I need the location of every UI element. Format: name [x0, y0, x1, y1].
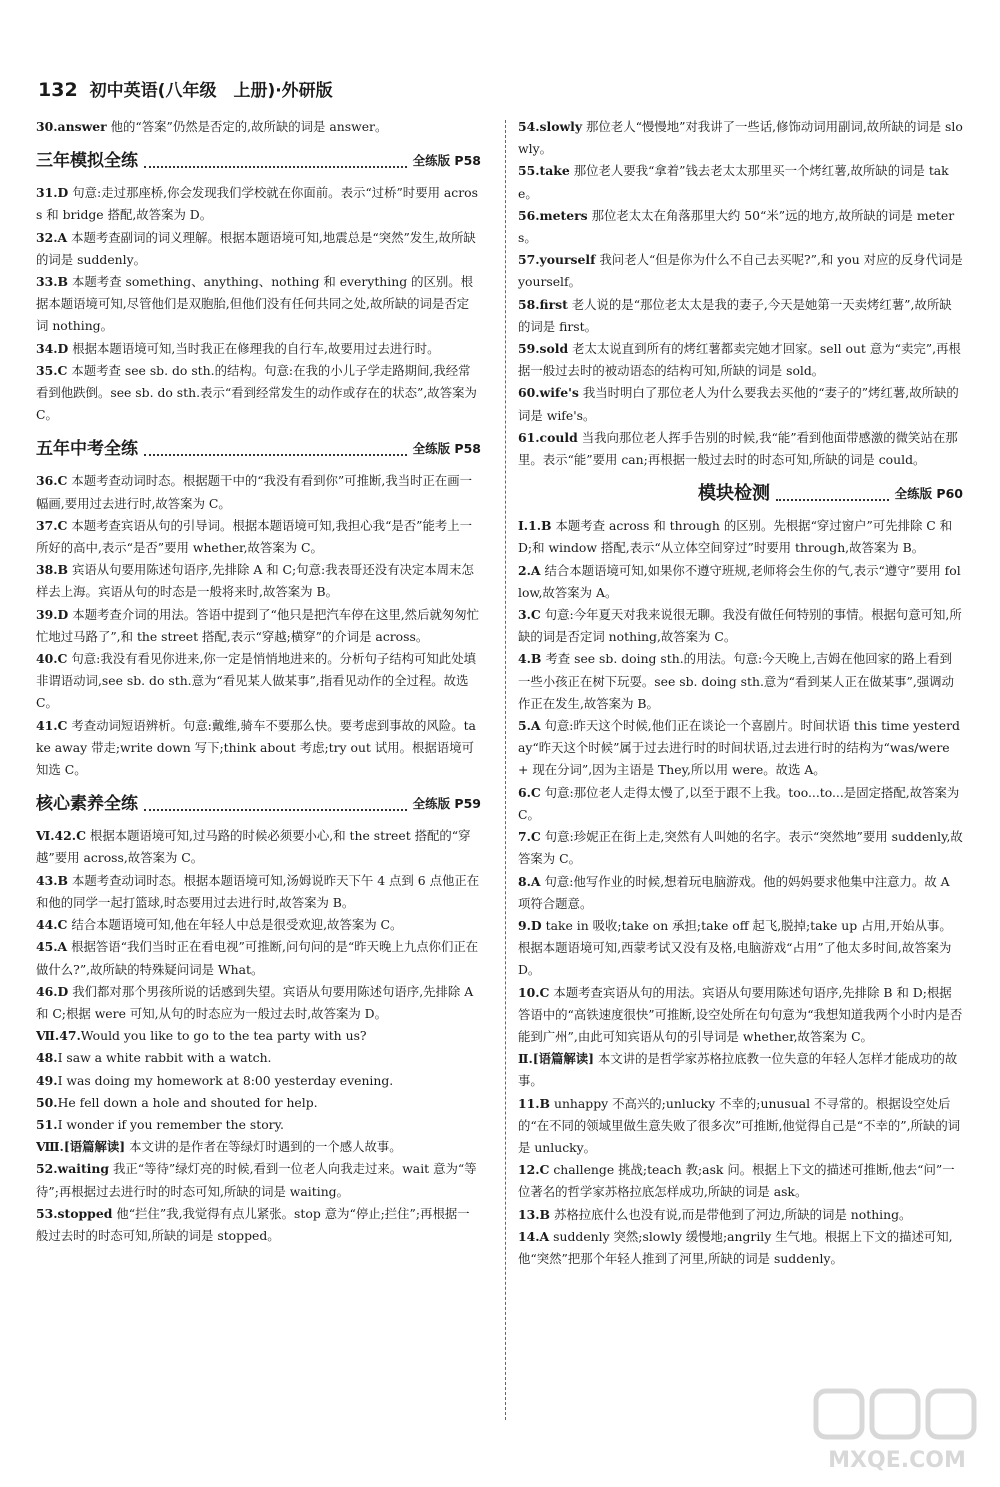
page-header [38, 76, 968, 112]
answer-label: 57.yourself [518, 252, 596, 268]
section-title: 五年中考全练 [36, 439, 138, 460]
answer-label: Ⅷ.[语篇解读] [36, 1139, 126, 1155]
answer-text: 本文讲的是作者在等绿灯时遇到的一个感人故事。 [125, 1139, 402, 1155]
answer-text: 那位老人“慢慢地”对我讲了一些话,修饰动词用副词,故所缺的词是 slowly。 [518, 119, 963, 157]
answer-item [36, 1047, 481, 1069]
answer-label: 51. [36, 1116, 58, 1132]
answer-text: 那位老太太在角落那里大约 50“米”远的地方,故所缺的词是 meters。 [518, 207, 955, 246]
answer-label: Ⅵ.42.C [36, 828, 86, 844]
answer-item [36, 1025, 481, 1047]
answer-label: 35.C [36, 362, 68, 378]
answer-text: 本题考查 across 和 through 的区别。先根据“穿过窗户”可先排除 C 和 D;和 window 搭配,表示“从立体空间穿过”时要用 through,故答案为 B。 [518, 518, 953, 556]
answer-text: suddenly 突然;slowly 缓慢地;angrily 生气地。根据上下文的描述可知,他“突然”把那个年轻人推到了河里,所缺的词是 suddenly。 [518, 1228, 953, 1266]
answer-label: 14.A [518, 1228, 550, 1244]
answer-label: 12.C [518, 1162, 550, 1178]
column-divider [505, 120, 506, 1420]
answer-text: I wonder if you remember the story. [57, 1116, 284, 1132]
answer-item [518, 826, 963, 870]
answer-item [36, 648, 481, 715]
answer-label: 52.waiting [36, 1161, 110, 1177]
answer-item [36, 360, 481, 427]
answer-label: Ⅱ.[语篇解读] [518, 1051, 595, 1067]
answer-text: 根据本题语境可知,当时我正在修理我的自行车,故要用过去进行时。 [68, 340, 440, 356]
answer-text: 他的“答案”仍然是否定的,故所缺的词是 answer。 [106, 119, 388, 134]
answer-item [36, 1203, 481, 1247]
section-title: 模块检测 [698, 483, 770, 505]
answer-text: 我当时明白了那位老人为什么要我去买他的“妻子的”烤红薯,故所缺的词是 wife's。 [518, 385, 959, 423]
answer-item [36, 271, 481, 338]
answer-text: 当我向那位老人挥手告别的时候,我“能”看到他面带感激的微笑站在那里。表示“能”要用 can;再根据一般过去时的时态可知,所缺的词是 could。 [518, 429, 958, 468]
answer-text: 句意:珍妮正在街上走,突然有人叫她的名字。表示“突然地”要用 suddenly,故答案为 C。 [518, 829, 963, 867]
watermark-text: MXQE.COM [828, 1448, 966, 1473]
answer-text: I was doing my homework at 8:00 yesterday evening. [57, 1072, 394, 1088]
answer-item [36, 116, 481, 138]
answer-item [518, 294, 963, 338]
section-leader-dots [144, 154, 407, 168]
answer-text: 苏格拉底什么也没有说,而是带他到了河边,所缺的词是 nothing。 [550, 1206, 912, 1222]
left-column [36, 116, 481, 1247]
answer-text: 根据本题语境可知,过马路的时候必须要小心,和 the street 搭配的“穿越”要用 across,故答案为 C。 [36, 828, 471, 866]
answer-item [518, 715, 963, 782]
answer-text: 宾语从句要用陈述句语序,先排除 A 和 C;句意:我表哥还没有决定本周末怎样去上海。宾语从句的时态是一般将来时,故答案为 B。 [36, 562, 474, 600]
answer-text: 根据答语“我们当时正在看电视”可推断,问句问的是“昨天晚上九点你们正在做什么?”,故所缺的特殊疑问词是 What。 [36, 939, 479, 977]
answer-label: 3.C [518, 607, 541, 623]
answer-item [518, 249, 963, 293]
answer-item [518, 427, 963, 471]
answer-label: 10.C [518, 984, 550, 1000]
answer-text: challenge 挑战;teach 教;ask 问。根据上下文的描述可推断,他去“问”一位著名的哲学家苏格拉底怎样成功,所缺的词是 ask。 [518, 1162, 955, 1200]
answer-item [36, 1136, 481, 1158]
answer-item [518, 982, 963, 1049]
answer-item [36, 338, 481, 360]
answer-item [518, 560, 963, 604]
section-leader-dots [144, 442, 407, 456]
answer-label: 41.C [36, 717, 68, 733]
answer-text: 句意:我没有看见你进来,你一定是悄悄地进来的。分析句子结构可知此处填非谓语动词,see sb. do sth.意为“看见某人做某事”,指看见动作的全过程。故选 C。 [36, 651, 476, 711]
answer-item [36, 870, 481, 914]
answer-text: 本题考查 see sb. do sth.的结构。句意:在我的小儿子学走路期间,我经常看到他跌倒。see sb. do sth.表示“看到经常发生的动作或存在的状态”,故答案为 C。 [36, 362, 477, 423]
answer-text: He fell down a hole and shouted for help. [57, 1094, 318, 1110]
answer-item [36, 227, 481, 271]
section-leader-dots [776, 487, 889, 501]
answer-label: 6.C [518, 784, 541, 800]
answer-text: take in 吸收;take on 承担;take off 起飞,脱掉;take up 占用,开始从事。根据本题语境可知,西蒙考试又没有及格,电脑游戏“占用”了他太多时间,故答案为 D。 [518, 917, 952, 978]
answer-text: 本题考查 something、anything、nothing 和 everything 的区别。根据本题语境可知,尽管他们是双胞胎,但他们没有任何共同之处,故所缺的词是否定词 nothing。 [36, 274, 474, 334]
answer-label: 31.D [36, 185, 69, 201]
answer-label: 60.wife's [518, 385, 579, 401]
answer-item [36, 559, 481, 603]
answer-item [36, 914, 481, 936]
answer-text: 本文讲的是哲学家苏格拉底教一位失意的年轻人怎样才能成功的故事。 [518, 1051, 958, 1089]
answer-text: 句意:今年夏天对我来说很无聊。我没有做任何特别的事情。根据句意可知,所缺的词是否定词 nothing,故答案为 C。 [518, 607, 962, 645]
answer-item [518, 1204, 963, 1226]
answer-label: 36.C [36, 473, 68, 489]
answer-text: 我们都对那个男孩所说的话感到失望。宾语从句要用陈述句语序,先排除 A 和 C;根据 were 可知,从句的时态应为一般过去时,故答案为 D。 [36, 983, 474, 1021]
section-page-ref: 全练版 P58 [412, 153, 481, 169]
answer-text: 本题考查介词的用法。答语中提到了“他只是把汽车停在这里,然后就匆匆忙忙地过马路了”,和 the street 搭配,表示“穿越;横穿”的介词是 across。 [36, 606, 480, 644]
answer-text: 结合本题语境可知,如果你不遵守班规,老师将会生你的气,表示“遵守”要用 follow,故答案为 A。 [518, 562, 961, 600]
answer-label: 33.B [36, 274, 69, 290]
answer-label: Ⅶ.47. [36, 1028, 81, 1044]
answer-text: unhappy 不高兴的;unlucky 不幸的;unusual 不寻常的。根据设空处后的“在不同的领域里做生意失败了很多次”可推断,他觉得自己是“不幸的”,所缺的词是 unlucky。 [518, 1095, 961, 1155]
answer-text: 他“拦住”我,我觉得有点儿紧张。stop 意为“停止;拦住”;再根据一般过去时的时态可知,所缺的词是 stopped。 [36, 1205, 470, 1243]
answer-text: 本题考查动词时态。根据题干中的“我没有看到你”可推断,我当时正在画一幅画,要用过去进行时,故答案为 C。 [36, 473, 473, 511]
answer-item [518, 515, 963, 559]
answer-item [36, 515, 481, 559]
section-title: 核心素养全练 [36, 794, 138, 815]
answer-label: 4.B [518, 651, 542, 667]
answer-label: 61.could [518, 429, 578, 445]
answer-item [518, 382, 963, 426]
answer-item [518, 338, 963, 382]
answer-label: 58.first [518, 296, 568, 312]
answer-text: 我正“等待”绿灯亮的时候,看到一位老人向我走过来。wait 意为“等待”;再根据过去进行时的时态可知,所缺的词是 waiting。 [36, 1161, 477, 1199]
answer-item [36, 715, 481, 782]
answer-item [36, 1158, 481, 1202]
answer-item [36, 1070, 481, 1092]
answer-item [36, 936, 481, 980]
answer-item [518, 116, 963, 160]
answer-text: 那位老人要我“拿着”钱去老太太那里买一个烤红薯,故所缺的词是 take。 [518, 163, 949, 201]
answer-label: 54.slowly [518, 119, 583, 134]
answer-text: 老太太说直到所有的烤红薯都卖完她才回家。sell out 意为“卖完”,再根据一般过去时的被动语态的结构可知,所缺的词是 sold。 [518, 341, 961, 379]
watermark-icon [812, 1385, 982, 1445]
page-number: 132 [38, 79, 78, 101]
right-column [518, 116, 963, 1270]
answer-label: 30.answer [36, 119, 107, 134]
answer-text: 句意:昨天这个时候,他们正在谈论一个喜剧片。时间状语 this time yesterday“昨天这个时候”属于过去进行时的时间状语,过去进行时的结构为“was/were + 现在分词”,因为主语是 They,所以用 were。故选 A。 [518, 718, 960, 778]
section-page-ref: 全练版 P59 [412, 796, 481, 812]
answer-label: 55.take [518, 163, 570, 179]
answer-label: 43.B [36, 872, 69, 888]
answer-label: 38.B [36, 562, 69, 578]
section-page-ref: 全练版 P58 [412, 441, 481, 457]
answer-text: 结合本题语境可知,他在年轻人中总是很受欢迎,故答案为 C。 [67, 917, 403, 933]
answer-item [518, 648, 963, 715]
section-leader-dots [144, 797, 407, 811]
answer-text: 本题考查宾语从句的用法。宾语从句要用陈述句语序,先排除 B 和 D;根据答语中的“高铁速度很快”可推断,设空处所在句句意为“我想知道我两个小时内是否能到广州”,由此可知宾语从句的引导词是 whether,故答案为 C。 [518, 984, 963, 1044]
answer-label: 56.meters [518, 207, 588, 223]
answer-item [36, 470, 481, 514]
answer-label: 5.A [518, 718, 541, 734]
answer-text: 本题考查副词的词义理解。根据本题语境可知,地震总是“突然”发生,故所缺的词是 suddenly。 [36, 229, 476, 267]
answer-label: 7.C [518, 829, 541, 845]
answer-item [518, 782, 963, 826]
answer-item [518, 915, 963, 982]
answer-text: 老人说的是“那位老太太是我的妻子,今天是她第一天卖烤红薯”,故所缺的词是 first。 [518, 296, 952, 334]
answer-label: 32.A [36, 229, 68, 245]
answer-label: 53.stopped [36, 1205, 113, 1221]
answer-item [518, 160, 963, 204]
answer-label: 40.C [36, 651, 68, 667]
answer-label: 48. [36, 1050, 58, 1066]
answer-label: 59.sold [518, 341, 569, 357]
section-heading [36, 146, 481, 176]
answer-item [518, 1048, 963, 1092]
answer-item [518, 604, 963, 648]
answer-label: 13.B [518, 1206, 551, 1222]
answer-text: I saw a white rabbit with a watch. [57, 1050, 272, 1066]
answer-label: 9.D [518, 917, 542, 933]
section-heading [518, 479, 963, 509]
answer-label: 46.D [36, 983, 69, 999]
answer-item [36, 1092, 481, 1114]
answer-text: Would you like to go to the tea party with us? [80, 1028, 367, 1044]
answer-label: 39.D [36, 606, 69, 622]
answer-label: 45.A [36, 939, 68, 955]
answer-item [518, 205, 963, 249]
section-title: 三年模拟全练 [36, 151, 138, 172]
answer-label: Ⅰ.1.B [518, 518, 552, 534]
answer-label: 49. [36, 1072, 58, 1088]
answer-text: 句意:那位老人走得太慢了,以至于跟不上我。too...to...是固定搭配,故答案为 C。 [518, 784, 960, 822]
answer-label: 37.C [36, 517, 68, 533]
watermark-logo [812, 1385, 982, 1473]
answer-item [518, 1093, 963, 1160]
section-heading [36, 434, 481, 464]
answer-label: 11.B [518, 1095, 551, 1111]
section-heading [36, 789, 481, 819]
answer-label: 50. [36, 1094, 58, 1110]
answer-text: 句意:走过那座桥,你会发现我们学校就在你面前。表示“过桥”时要用 across 和 bridge 搭配,故答案为 D。 [36, 185, 478, 223]
section-page-ref: 全练版 P60 [894, 486, 963, 502]
answer-label: 44.C [36, 917, 68, 933]
answer-item [36, 182, 481, 226]
answer-text: 本题考查动词时态。根据本题语境可知,汤姆说昨天下午 4 点到 6 点他正在和他的同学一起打篮球,时态要用过去进行时,故答案为 B。 [36, 872, 480, 910]
answer-item [36, 604, 481, 648]
answer-item [518, 1159, 963, 1203]
book-title: 初中英语(八年级 上册)·外研版 [89, 81, 333, 101]
answer-item [36, 825, 481, 869]
answer-label: 2.A [518, 562, 541, 578]
answer-item [518, 871, 963, 915]
answer-label: 34.D [36, 340, 69, 356]
answer-text: 考查动词短语辨析。句意:戴维,骑车不要那么快。要考虑到事故的风险。take away 带走;write down 写下;think about 考虑;try out 试用。根据语境可知选 C。 [36, 717, 476, 778]
answer-text: 本题考查宾语从句的引导词。根据本题语境可知,我担心我“是否”能考上一所好的高中,表示“是否”要用 whether,故答案为 C。 [36, 517, 473, 556]
answer-text: 句意:他写作业的时候,想着玩电脑游戏。他的妈妈要求他集中注意力。故 A 项符合题意。 [518, 873, 950, 911]
answer-item [518, 1226, 963, 1270]
answer-item [36, 981, 481, 1025]
answer-item [36, 1114, 481, 1136]
answer-text: 我问老人“但是你为什么不自己去买呢?”,和 you 对应的反身代词是 yourself。 [518, 252, 963, 290]
answer-text: 考查 see sb. doing sth.的用法。句意:今天晚上,吉姆在他回家的路上看到一些小孩正在树下玩耍。see sb. doing sth.意为“看到某人正在做某事”,强调动作正在发生,故答案为 B。 [518, 651, 954, 711]
answer-label: 8.A [518, 873, 541, 889]
